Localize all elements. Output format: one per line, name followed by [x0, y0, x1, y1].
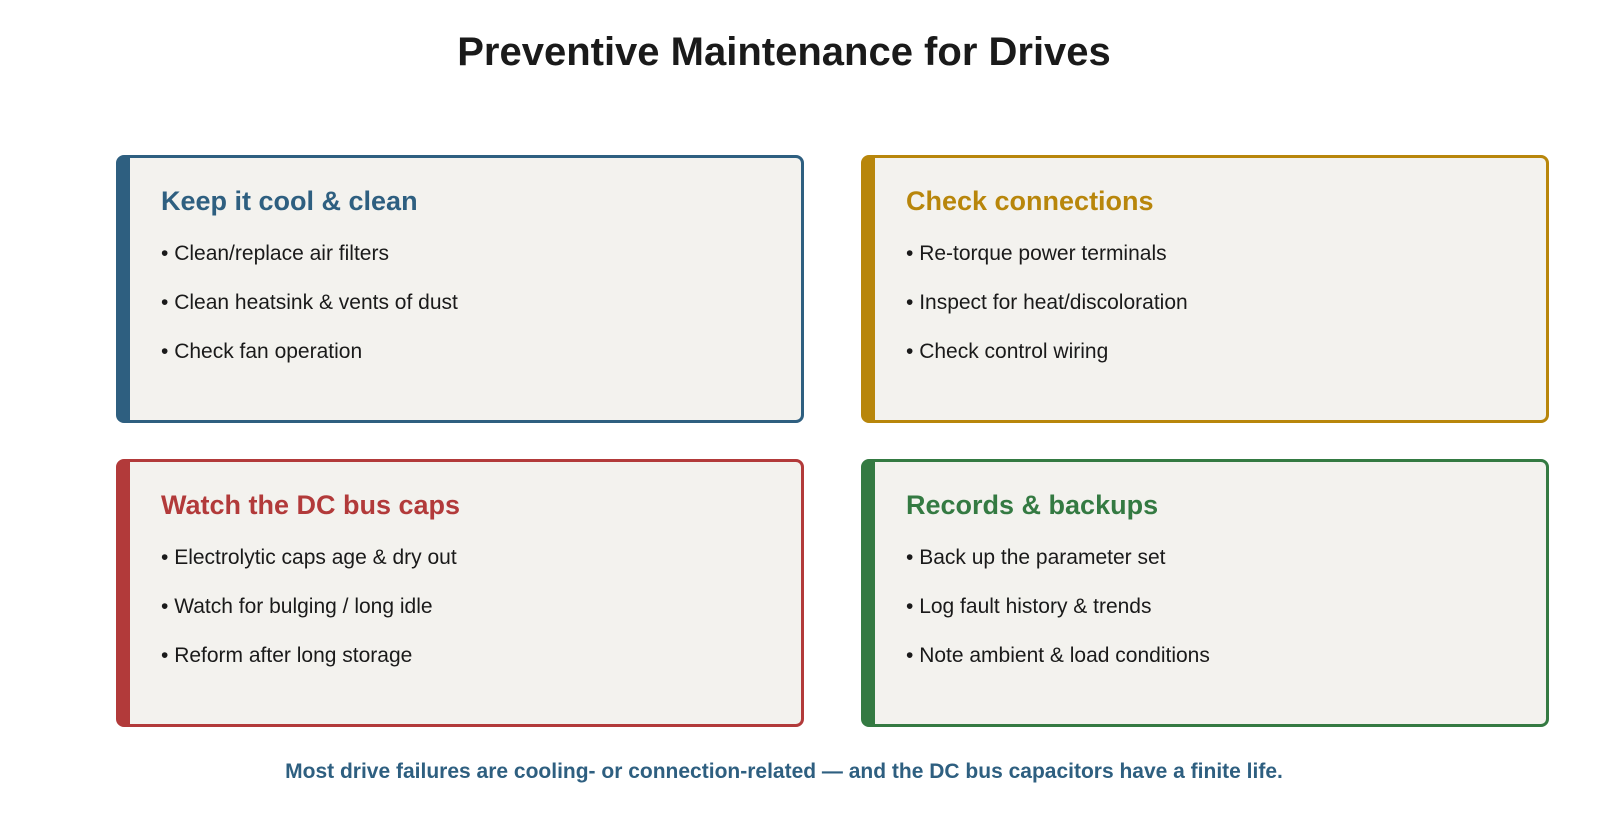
- card-dc-bus-caps: [116, 459, 804, 727]
- card-checklist: [161, 242, 458, 389]
- list-item: • Note ambient & load conditions: [906, 644, 1210, 668]
- card-checklist: [161, 546, 457, 693]
- list-item: • Clean/replace air filters: [161, 242, 458, 266]
- page-title: Preventive Maintenance for Drives: [457, 30, 1111, 74]
- list-item: • Watch for bulging / long idle: [161, 595, 457, 619]
- card-title: Check connections: [906, 186, 1154, 216]
- list-item: • Re-torque power terminals: [906, 242, 1188, 266]
- list-item: • Reform after long storage: [161, 644, 457, 668]
- card-check-connections: [861, 155, 1549, 423]
- card-cool-clean: [116, 155, 804, 423]
- card-records-backups: [861, 459, 1549, 727]
- card-title: Records & backups: [906, 490, 1159, 520]
- card-title: Watch the DC bus caps: [161, 490, 461, 520]
- list-item: • Check control wiring: [906, 340, 1188, 364]
- list-item: • Electrolytic caps age & dry out: [161, 546, 457, 570]
- card-checklist: [906, 242, 1188, 389]
- card-checklist: [906, 546, 1210, 693]
- list-item: • Clean heatsink & vents of dust: [161, 291, 458, 315]
- list-item: • Inspect for heat/discoloration: [906, 291, 1188, 315]
- list-item: • Back up the parameter set: [906, 546, 1210, 570]
- list-item: • Check fan operation: [161, 340, 458, 364]
- list-item: • Log fault history & trends: [906, 595, 1210, 619]
- footer-note: Most drive failures are cooling- or connection-related — and the DC bus capacitors have a finite life.: [285, 760, 1283, 783]
- card-title: Keep it cool & clean: [161, 186, 418, 216]
